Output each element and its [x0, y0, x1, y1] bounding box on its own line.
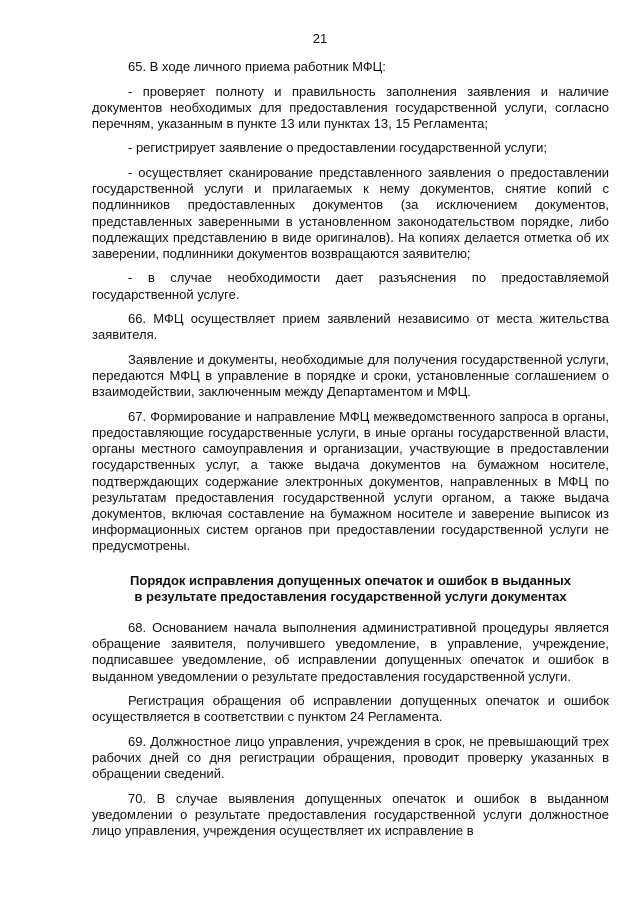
- section-heading-line-1: Порядок исправления допущенных опечаток и ошибок в выданных: [130, 572, 571, 588]
- list-item-explanations: - в случае необходимости дает разъяснения по предоставляемой государственной услуге.: [92, 270, 609, 302]
- paragraph-68-registration: Регистрация обращения об исправлении допущенных опечаток и ошибок осуществляется в соответствии с пунктом 24 Регламента.: [92, 693, 609, 725]
- paragraph-67: 67. Формирование и направление МФЦ межведомственного запроса в органы, предоставляющие государственные услуги, в иные органы государственной власти, органы местного самоуправления и организации, участвующие в предоставлении государственных услуг, а также выдача документов на бумажном носителе, подтверждающих содержание электронных документов, направленных в МФЦ по результатам предоставления государственной услуги органом, а также выдача документов, включая составление на бумажном носителе и заверение выписок из информационных систем органов при предоставлении государственной услуги не предусмотрены.: [92, 408, 609, 554]
- paragraph-70: 70. В случае выявления допущенных опечаток и ошибок в выданном уведомлении о результате предоставления государственной услуги должностное лицо управления, учреждения осуществляет их исправление в: [92, 790, 609, 839]
- paragraph-66-transfer: Заявление и документы, необходимые для получения государственной услуги, передаются МФЦ в управление в порядке и сроки, установленные соглашением о взаимодействии, заключенным между Департаментом и МФЦ.: [92, 351, 609, 400]
- page-number: 21: [312, 31, 328, 46]
- paragraph-69: 69. Должностное лицо управления, учреждения в срок, не превышающий трех рабочих дней со дня регистрации обращения, проводит проверку указанных в обращении сведений.: [92, 733, 609, 782]
- list-item-check-completeness: - проверяет полноту и правильность заполнения заявления и наличие документов необходимых для предоставления государственной услуги, согласно перечням, указанным в пункте 13 или пунктах 13, 15 Регламента;: [92, 83, 609, 131]
- list-item-register-application: - регистрирует заявление о предоставлении государственной услуги;: [128, 140, 547, 156]
- list-item-scanning: - осуществляет сканирование представленного заявления о предоставлении государственной услуги и прилагаемых к нему документов, снятие копий с подлинников предоставленных документов (за исключением документов, представленных заверенными в установленном законодательством порядке, либо подлежащих представлению в виде оригиналов). На копиях делается отметка об их заверении, подлинники документов возвращаются заявителю;: [92, 164, 609, 261]
- paragraph-66: 66. МФЦ осуществляет прием заявлений независимо от места жительства заявителя.: [92, 311, 609, 343]
- paragraph-68: 68. Основанием начала выполнения административной процедуры является обращение заявителя, получившего уведомление, в управление, учреждение, подписавшее уведомление, об исправлении допущенных опечаток и ошибок в выданном уведомлении о результате предоставления государственной услуги.: [92, 619, 609, 684]
- paragraph-65-intro: 65. В ходе личного приема работник МФЦ:: [128, 59, 386, 74]
- section-heading-line-2: в результате предоставления государственной услуги документах: [134, 588, 567, 604]
- document-body: [92, 59, 609, 848]
- section-heading: [92, 573, 609, 605]
